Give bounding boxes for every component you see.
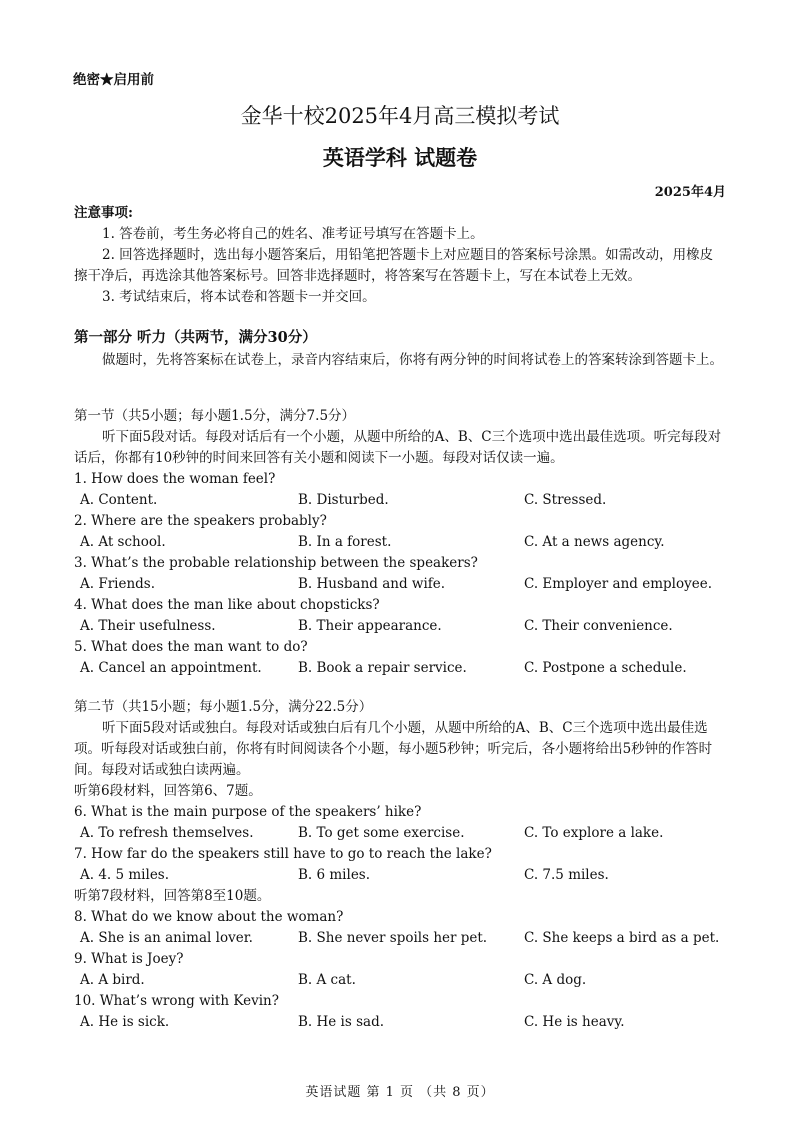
option-c: C. He is heavy. <box>524 1014 625 1030</box>
option-a: A. 4. 5 miles. <box>80 867 170 883</box>
question-item <box>74 802 726 844</box>
option-a: A. Friends. <box>80 576 156 592</box>
question-text: 7. How far do the speakers still have to go to reach the lake? <box>74 846 492 862</box>
options-row <box>74 658 726 679</box>
options-row <box>74 823 726 844</box>
options-row <box>74 616 726 637</box>
option-b: B. A cat. <box>298 972 356 988</box>
question-text: 5. What does the man want to do? <box>74 639 308 655</box>
option-b: B. In a forest. <box>298 534 392 550</box>
options-row <box>74 490 726 511</box>
question-item <box>74 511 726 553</box>
option-a: A. To refresh themselves. <box>80 825 254 841</box>
option-c: C. A dog. <box>524 972 587 988</box>
option-b: B. Their appearance. <box>298 618 442 634</box>
exam-date: 2025年4月 <box>654 185 726 200</box>
option-b: B. He is sad. <box>298 1014 385 1030</box>
question-text: 10. What’s wrong with Kevin? <box>74 993 279 1009</box>
option-a: A. At school. <box>80 534 166 550</box>
part1-intro: 做题时，先将答案标在试卷上，录音内容结束后，你将有两分钟的时间将试卷上的答案转涂到答题卡上。 <box>102 352 723 368</box>
question-item <box>74 907 726 949</box>
option-c: C. Stressed. <box>524 492 607 508</box>
section1-block <box>74 406 726 679</box>
question-item <box>74 595 726 637</box>
options-row <box>74 574 726 595</box>
part1-title: 第一部分 听力（共两节，满分30分） <box>74 329 317 346</box>
options-row <box>74 532 726 553</box>
exam-subtitle: 英语学科 试题卷 <box>322 145 478 170</box>
question-text: 8. What do we know about the woman? <box>74 909 344 925</box>
section2-intro: 听下面5段对话或独白。每段对话或独白后有几个小题，从题中所给的A、B、C三个选项中选出最佳选项。听每段对话或独白前，你将有时间阅读各个小题，每小题5秒钟；听完后，各小题将给出5秒钟的作答时间。每段对话或独白读两遍。 <box>74 720 713 778</box>
options-row <box>74 970 726 991</box>
option-c: C. Employer and employee. <box>524 576 712 592</box>
option-a: A. A bird. <box>80 972 145 988</box>
page-footer: 英语试题 第 1 页 （共 8 页） <box>305 1085 495 1100</box>
question-text: 3. What’s the probable relationship between the speakers? <box>74 555 478 571</box>
options-row <box>74 928 726 949</box>
material-7-instruction: 听第7段材料，回答第8至10题。 <box>74 888 271 904</box>
notice-item: 1. 答卷前，考生务必将自己的姓名、准考证号填写在答题卡上。 <box>102 226 484 242</box>
question-item <box>74 637 726 679</box>
notice-block <box>74 203 726 308</box>
option-a: A. He is sick. <box>80 1014 170 1030</box>
option-c: C. She keeps a bird as a pet. <box>524 930 720 946</box>
section1-intro: 听下面5段对话。每段对话后有一个小题，从题中所给的A、B、C三个选项中选出最佳选项。听完每段对话后，你都有10秒钟的时间来回答有关小题和阅读下一小题。每段对话仅读一遍。 <box>74 429 722 466</box>
option-c: C. At a news agency. <box>524 534 665 550</box>
option-b: B. To get some exercise. <box>298 825 465 841</box>
section2-title: 第二节（共15小题；每小题1.5分，满分22.5分） <box>74 699 373 715</box>
option-b: B. Book a repair service. <box>298 660 467 676</box>
question-item <box>74 469 726 511</box>
section2-block <box>74 697 726 1033</box>
option-a: A. Content. <box>80 492 158 508</box>
option-b: B. Husband and wife. <box>298 576 446 592</box>
question-item <box>74 553 726 595</box>
question-text: 4. What does the man like about chopsticks? <box>74 597 380 613</box>
question-text: 9. What is Joey? <box>74 951 184 967</box>
question-item <box>74 991 726 1033</box>
option-c: C. Postpone a schedule. <box>524 660 687 676</box>
question-text: 6. What is the main purpose of the speakers’ hike? <box>74 804 422 820</box>
option-b: B. 6 miles. <box>298 867 371 883</box>
option-a: A. She is an animal lover. <box>80 930 253 946</box>
notice-item: 3. 考试结束后，将本试卷和答题卡一并交回。 <box>102 289 376 305</box>
material-6-instruction: 听第6段材料，回答第6、7题。 <box>74 783 262 799</box>
confidential-label: 绝密★启用前 <box>73 72 154 88</box>
options-row <box>74 1012 726 1033</box>
option-c: C. Their convenience. <box>524 618 673 634</box>
option-b: B. She never spoils her pet. <box>298 930 488 946</box>
question-item <box>74 844 726 886</box>
option-c: C. To explore a lake. <box>524 825 664 841</box>
question-text: 1. How does the woman feel? <box>74 471 276 487</box>
section1-title: 第一节（共5小题；每小题1.5分，满分7.5分） <box>74 408 356 424</box>
exam-title: 金华十校2025年4月高三模拟考试 <box>240 104 560 128</box>
option-b: B. Disturbed. <box>298 492 389 508</box>
options-row <box>74 865 726 886</box>
question-item <box>74 949 726 991</box>
notice-title: 注意事项: <box>74 205 133 221</box>
option-c: C. 7.5 miles. <box>524 867 609 883</box>
option-a: A. Their usefulness. <box>80 618 216 634</box>
question-text: 2. Where are the speakers probably? <box>74 513 327 529</box>
part1-block <box>74 327 726 371</box>
option-a: A. Cancel an appointment. <box>80 660 262 676</box>
notice-item: 2. 回答选择题时，选出每小题答案后，用铅笔把答题卡上对应题目的答案标号涂黑。如需改动，用橡皮擦干净后，再选涂其他答案标号。回答非选择题时，将答案写在答题卡上，写在本试卷上无效。 <box>74 247 714 284</box>
